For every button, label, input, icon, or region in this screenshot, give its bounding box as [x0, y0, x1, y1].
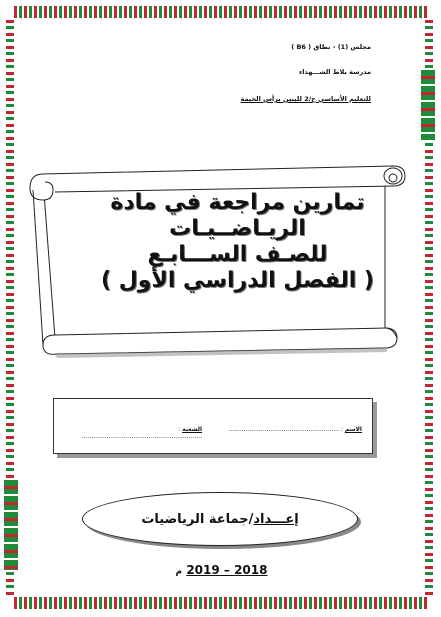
section-dots: : ............................................................... — [81, 426, 202, 440]
ornament-stripe-left — [4, 480, 18, 570]
zone-label: نطاق ( B6 ) — [291, 43, 331, 51]
title-line-4: ( الفصل الدراسي الأول ) — [101, 268, 374, 293]
prepared-separator: / — [248, 511, 254, 527]
school-name: مدرسة بلاط الشـــهداء — [298, 68, 371, 76]
section-label: الشعبة — [182, 426, 202, 433]
year-text: 2018 – 2019 — [186, 563, 268, 577]
student-info-box — [53, 398, 373, 454]
ornament-border-bottom — [14, 597, 427, 609]
title-line-3: للصـف الســـابـع — [147, 242, 328, 267]
academic-year — [0, 563, 441, 577]
prepared-by: جماعة الرياضيات — [141, 511, 249, 527]
name-field[interactable] — [228, 426, 362, 433]
prepared-by-oval — [82, 492, 358, 546]
name-dots: : .......................................................... — [228, 426, 343, 433]
council-label: مجلس (1) — [337, 43, 371, 51]
prepared-label: إعـــداد — [253, 511, 299, 527]
title-block — [65, 190, 410, 294]
name-label: الاسم — [344, 426, 362, 433]
school-level-line: للتعليم الأساسي ح/2 للبنين برأس الخيمة — [240, 95, 371, 103]
title-line-1: تمارين مراجعة في مادة — [110, 190, 365, 215]
council-zone-line — [291, 43, 371, 51]
section-field[interactable] — [64, 426, 202, 440]
header-separator: - — [332, 43, 336, 51]
year-suffix: م — [175, 567, 183, 577]
title-scroll — [25, 160, 417, 360]
ornament-border-top — [14, 6, 427, 18]
title-line-2: الريـاضــيـات — [169, 216, 306, 241]
ornament-stripe-right — [421, 70, 435, 140]
